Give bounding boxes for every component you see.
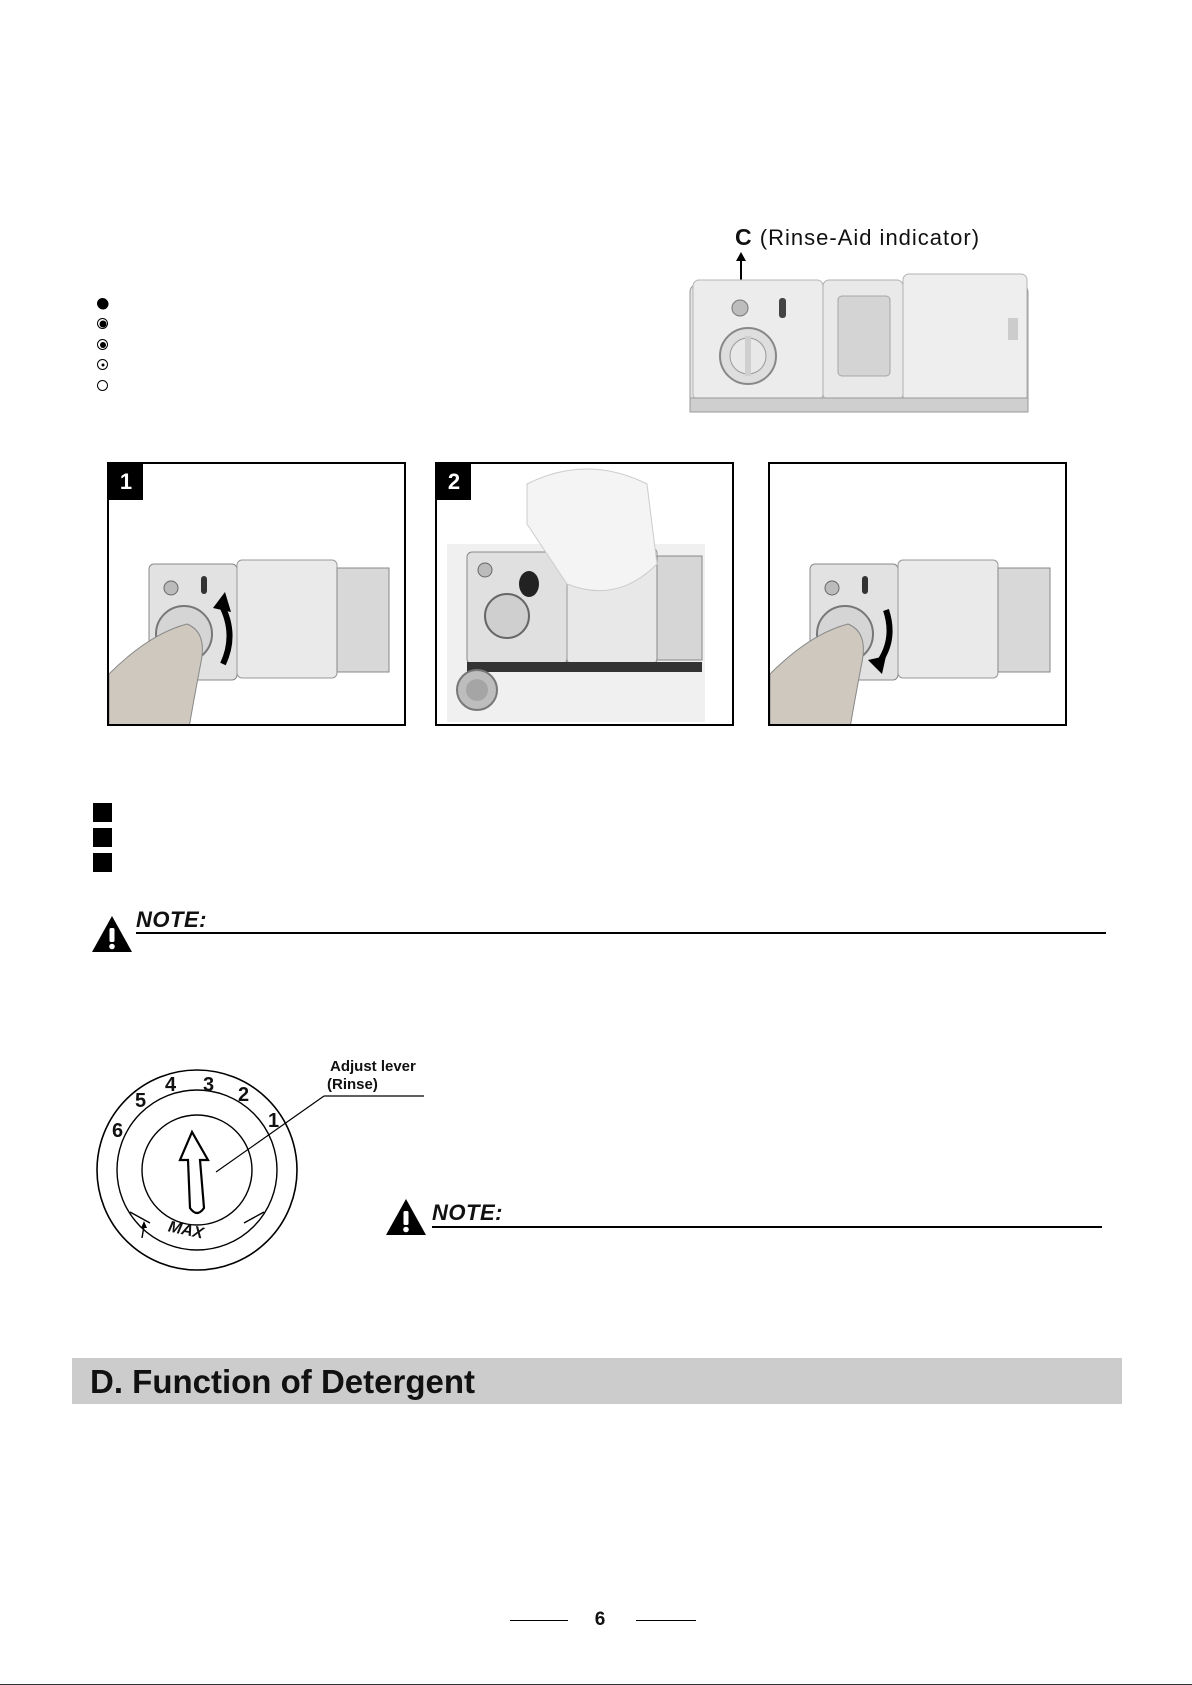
- dispenser-cap-removed-illustration: [437, 464, 734, 726]
- dispenser-close-illustration: [770, 464, 1067, 726]
- section-title: D. Function of Detergent: [90, 1363, 475, 1400]
- step-photo-1: [107, 462, 406, 726]
- warning-icon: [91, 915, 133, 953]
- indicator-label-text: (Rinse-Aid indicator): [759, 225, 981, 250]
- step-photo-2: [435, 462, 734, 726]
- dial-number-1: 1: [268, 1110, 280, 1132]
- level-dot-low: [97, 359, 108, 370]
- dial-number-5: 5: [135, 1090, 147, 1112]
- adjust-lever-label: [327, 1058, 416, 1094]
- step-photo-3: [768, 462, 1067, 726]
- warning-icon: [385, 1198, 427, 1236]
- page-number: 6: [594, 1609, 606, 1630]
- list-marker: [93, 853, 112, 872]
- level-dot-high: [97, 318, 108, 329]
- list-marker: [93, 803, 112, 822]
- dial-number-3: 3: [203, 1074, 215, 1096]
- note-title: NOTE:: [136, 907, 207, 932]
- rinse-aid-indicator-label: [735, 224, 980, 251]
- dispenser-illustration: [688, 268, 1038, 418]
- dial-number-6: 6: [112, 1120, 124, 1142]
- note-title: NOTE:: [432, 1200, 503, 1225]
- dial-number-4: 4: [165, 1074, 177, 1096]
- adjust-lever-title: Adjust lever: [330, 1058, 416, 1075]
- level-dot-full: [97, 298, 108, 309]
- indicator-letter: C: [735, 224, 753, 250]
- lever-leader-line: [210, 1090, 426, 1176]
- note-underline: [136, 932, 1106, 934]
- dial-max-label: MAX: [166, 1218, 206, 1243]
- page-number-rule-left: [510, 1620, 568, 1621]
- page-number-rule-right: [636, 1620, 696, 1621]
- step-badge-1: 1: [109, 464, 143, 500]
- step-badge-2: 2: [437, 464, 471, 500]
- list-marker: [93, 828, 112, 847]
- level-dot-medium: [97, 339, 108, 350]
- level-dot-empty: [97, 380, 108, 391]
- note-underline: [432, 1226, 1102, 1228]
- dial-number-2: 2: [238, 1084, 250, 1106]
- adjust-lever-subtitle: (Rinse): [327, 1076, 378, 1093]
- dispenser-open-illustration: [109, 464, 406, 726]
